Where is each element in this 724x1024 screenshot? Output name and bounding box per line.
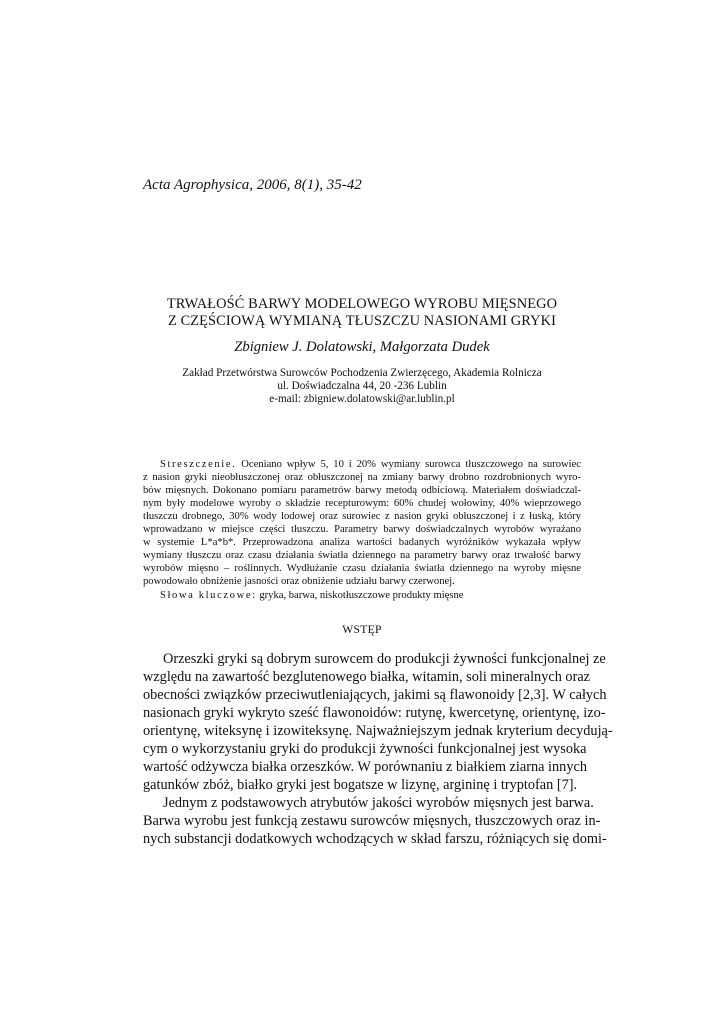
body-line: Orzeszki gryki są dobrym surowcem do produkcji żywności funkcjonalnej ze [163, 651, 606, 667]
body-line: nych substancji dodatkowych wchodzących w skład farszu, różniących się domi- [143, 831, 607, 847]
keywords-text: gryka, barwa, niskotłuszczowe produkty mięsne [259, 590, 464, 601]
paper-authors: Zbigniew J. Dolatowski, Małgorzata Dudek [234, 339, 490, 355]
body-line: Jednym z podstawowych atrybutów jakości wyrobów mięsnych jest barwa. [163, 795, 594, 811]
abstract-line: tłuszczu drobnego, 30% wody lodowej oraz surowiec z nasion gryki obłuszczonej i z łuską, który [143, 511, 581, 522]
keywords-label: Słowa kluczowe: [160, 590, 257, 601]
abstract-line: wyrobów mięsno – roślinnych. Wydłużanie czasu działania światła dziennego na wyroby mięsne [143, 563, 581, 574]
abstract-text: Oceniano wpływ 5, 10 i 20% wymiany surowca tłuszczowego na surowiec [241, 459, 582, 470]
affiliation-email: e-mail: zbigniew.dolatowski@ar.lublin.pl [269, 393, 455, 405]
body-line: gatunków zbóż, białko gryki jest bogatsze w lizynę, argininę i tryptofan [7]. [143, 777, 578, 793]
keywords-line [160, 590, 581, 602]
abstract-line: w systemie L*a*b*. Przeprowadzona analiza wartości badanych wyróżników wykazała wpływ [143, 537, 581, 548]
abstract-line: bów mięsnych. Dokonano pomiaru parametrów barwy metodą odbiciową. Materiałem doświadczal- [143, 485, 581, 496]
abstract-label: Streszczenie. [160, 459, 237, 470]
body-line: obecności związków przeciwutleniających, jakimi są flawonoidy [2,3]. W całych [143, 687, 607, 703]
body-line: orientynę, witeksynę i izowiteksynę. Najważniejszym jednak kryterium decydują- [143, 723, 613, 739]
abstract-line: powodowało obniżenie jasności oraz obniżenie udziału barwy czerwonej. [143, 576, 455, 587]
journal-citation: Acta Agrophysica, 2006, 8(1), 35-42 [143, 177, 362, 193]
abstract-line: nym były modelowe wyroby o składzie recepturowym: 60% chudej wołowiny, 40% wieprzowego [143, 498, 581, 509]
section-heading: WSTĘP [342, 623, 382, 636]
body-line: Barwa wyrobu jest funkcją zestawu surowców mięsnych, tłuszczowych oraz in- [143, 813, 601, 829]
body-line: nasionach gryki wykryto sześć flawonoidów: rutynę, kwercetynę, orientynę, izo- [143, 705, 606, 721]
paper-title-line-1: TRWAŁOŚĆ BARWY MODELOWEGO WYROBU MIĘSNEGO [166, 296, 558, 312]
abstract-line [160, 459, 581, 471]
abstract-line: wprowadzano w miejsce części tłuszczu. Parametry barwy doświadczalnych wyrobów wyrażano [143, 524, 581, 535]
abstract-line: z nasion gryki nieobłuszczonej oraz obłuszczonej na zmiany barwy drobno rozdrobnionych wyro- [143, 472, 581, 483]
body-line: cym o wykorzystaniu gryki do produkcji żywności funkcjonalnej jest wysoka [143, 741, 587, 757]
abstract-line: wymiany tłuszczu oraz czasu działania światła dziennego na parametry barwy oraz trwałość barwy [143, 550, 581, 561]
body-line: wartość odżywcza białka orzeszków. W porównaniu z białkiem ziarna innych [143, 759, 587, 775]
paper-title-line-2: Z CZĘŚCIOWĄ WYMIANĄ TŁUSZCZU NASIONAMI GRYKI [167, 313, 556, 329]
affiliation-line-1: Zakład Przetwórstwa Surowców Pochodzenia Zwierzęcego, Akademia Rolnicza [182, 367, 542, 379]
body-line: względu na zawartość bezglutenowego białka, witamin, soli mineralnych oraz [143, 669, 591, 685]
affiliation-line-2: ul. Doświadczalna 44, 20 -236 Lublin [277, 380, 447, 392]
